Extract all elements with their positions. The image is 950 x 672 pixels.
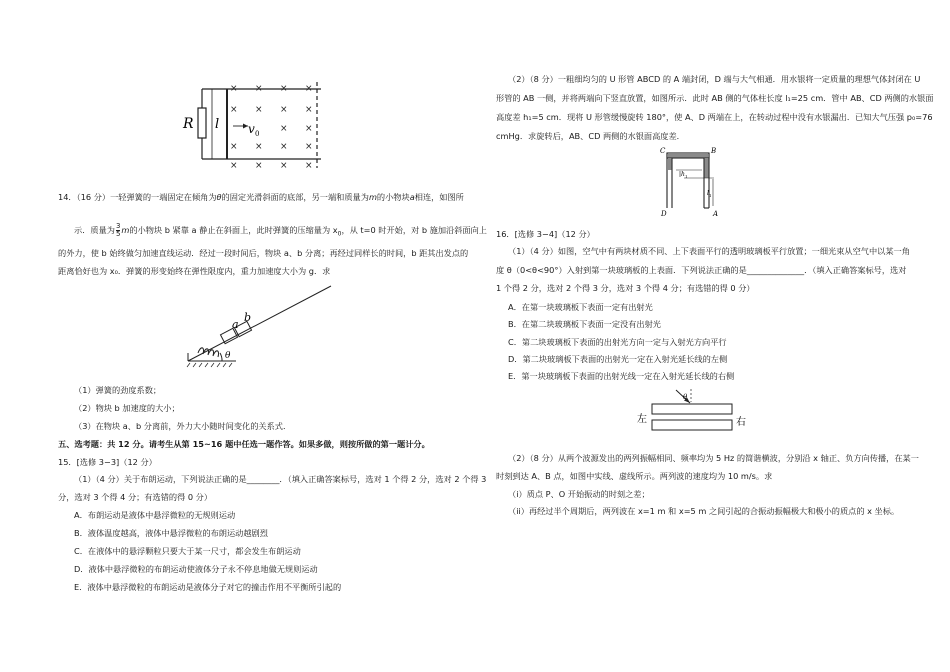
q15-option-a: A．布朗运动是液体中悬浮微粒的无规则运动: [74, 510, 236, 520]
q15-p2-line3: 高度差 h₁=5 cm．现将 U 形管缓慢旋转 180°，使 A、D 两端在上，在转动过程中没有水银漏出．已知大气压强 p₀=76: [496, 112, 933, 122]
label-B: B: [711, 147, 717, 155]
q15-title: 15．[选修 3−3]（12 分）: [58, 457, 157, 467]
block-a-label: a: [232, 318, 239, 331]
q15-p1a: （1）（4 分）关于布朗运动，下列说法正确的是________．（填入正确答案标号，选对 1 个得 2 分，选对 2 个得 3: [74, 474, 487, 484]
svg-text:×: ×: [255, 142, 263, 152]
u-tube-figure: [658, 146, 728, 218]
q16-p1-line1: （1）（4 分）如图，空气中有两块材质不同、上下表面平行的透明玻璃板平行放置；一细光束从空气中以某一角: [508, 246, 910, 256]
q16-title: 16．[选修 3−4]（12 分）: [496, 229, 595, 239]
label-l1-sub: 1: [709, 193, 712, 198]
label-h1: h: [681, 171, 685, 178]
block-b-label: b: [244, 311, 252, 324]
svg-text:×: ×: [280, 161, 288, 171]
svg-text:×: ×: [230, 142, 238, 152]
q15-option-e: E．液体中悬浮微粒的布朗运动是液体分子对它的撞击作用不平衡所引起的: [74, 582, 342, 592]
q15-p2-line4: cmHg．求旋转后，AB、CD 两侧的水银面高度差．: [496, 131, 685, 141]
label-h1-sub: 1: [685, 174, 688, 179]
svg-text:×: ×: [305, 84, 313, 94]
q16-option-c: C．第二块玻璃板下表面的出射光方向一定与入射光方向平行: [508, 337, 727, 347]
svg-text:×: ×: [255, 84, 263, 94]
angle-theta-label: θ: [683, 393, 688, 401]
q16-option-b: B．在第二块玻璃板下表面一定没有出射光: [508, 319, 661, 329]
q16-p1-line3: 1 个得 2 分，选对 2 个得 3 分，选对 3 个得 4 分；有选错的得 0 分）: [496, 283, 755, 293]
svg-text:×: ×: [255, 105, 263, 115]
incline-spring-figure: [186, 283, 336, 369]
q16-option-d: D．第二块玻璃板下表面的出射光一定在入射光延长线的左侧: [508, 354, 728, 364]
velocity-label: v: [248, 122, 255, 136]
q14-line3: 的外力，使 b 始终做匀加速直线运动．经过一段时间后，物块 a、b 分离；再经过同样长的时间，b 距其出发点的: [58, 248, 469, 258]
q14-line4: 距离恰好也为 x₀．弹簧的形变始终在弹性限度内，重力加速度大小为 g．求: [58, 266, 331, 276]
q16-p2-line2: 时刻到达 A、B 点，如图中实线、虚线所示。两列波的速度均为 10 m/s。求: [496, 471, 773, 481]
section5-heading: 五、选考题：共 12 分。请考生从第 15~16 题中任选一题作答。如果多做，则按所做的第一题计分。: [58, 439, 430, 449]
q14-sub2: （2）物块 b 加速度的大小；: [74, 403, 180, 413]
svg-text:×: ×: [305, 142, 313, 152]
svg-text:×: ×: [305, 124, 313, 134]
svg-text:×: ×: [230, 161, 238, 171]
svg-text:×: ×: [280, 105, 288, 115]
svg-text:×: ×: [305, 161, 313, 171]
q15-p2-line1: （2）（8 分）一粗细均匀的 U 形管 ABCD 的 A 端封闭，D 端与大气相通．用水银将一定质量的理想气体封闭在 U: [508, 74, 921, 84]
label-C: C: [660, 147, 666, 155]
q15-option-b: B．液体温度越高，液体中悬浮微粒的布朗运动越剧烈: [74, 528, 268, 538]
label-D: D: [661, 210, 667, 218]
label-A: A: [713, 210, 719, 218]
q14-sub3: （3）在物块 a、b 分离前，外力大小随时间变化的关系式．: [74, 421, 292, 431]
left-label: 左: [637, 414, 647, 425]
right-label: 右: [736, 417, 746, 428]
q14-line2: 示．质量为 $\frac{3}{5}$ m的小物块 b 紧靠 a 静止在斜面上，此时弹簧的压缩量为 $x_0$，从 t=0 时开始，对 b 施加沿斜面向上: [74, 222, 487, 238]
q15-option-c: C．在液体中的悬浮颗粒只要大于某一尺寸，都会发生布朗运动: [74, 546, 301, 556]
glass-plates-figure: [632, 386, 752, 436]
q16-p2-ii: （ii）再经过半个周期后，两列波在 x=1 m 和 x=5 m 之间引起的合振动振幅极大和极小的质点的 x 坐标。: [508, 506, 900, 516]
length-label: l: [215, 117, 220, 132]
q16-p1-line2: 度 θ（0<θ<90°）入射到第一块玻璃板的上表面．下列说法正确的是______________．（填入正确答案标号，选对: [496, 265, 907, 275]
q16-option-a: A．在第一块玻璃板下表面一定有出射光: [508, 302, 653, 312]
svg-text:×: ×: [230, 84, 238, 94]
svg-text:×: ×: [280, 124, 288, 134]
q15-option-d: D．液体中悬浮微粒的布朗运动使液体分子永不停息地做无规则运动: [74, 564, 318, 574]
svg-text:×: ×: [280, 84, 288, 94]
q14-line1: 14．（16 分）一轻弹簧的一端固定在倾角为θ的固定光滑斜面的底部，另一端和质量为m的小物块a相连，如图所: [58, 192, 464, 202]
svg-text:×: ×: [255, 161, 263, 171]
svg-text:×: ×: [230, 105, 238, 115]
q16-p2-i: （i）质点 P、O 开始振动的时刻之差；: [508, 489, 650, 499]
fraction: $\frac{3}{5}$: [115, 222, 121, 238]
resistor-label: R: [183, 116, 194, 132]
svg-text:×: ×: [305, 105, 313, 115]
field-crosses: [230, 84, 313, 171]
svg-text:×: ×: [280, 142, 288, 152]
label-l1: l: [707, 190, 709, 197]
q14-sub1: （1）弹簧的劲度系数；: [74, 385, 162, 395]
q16-p2-line1: （2）（8 分）从两个波源发出的两列振幅相同、频率均为 5 Hz 的简谐横波，分别沿 x 轴正、负方向传播，在某一: [508, 453, 919, 463]
q16-option-e: E．第一块玻璃板下表面的出射光线一定在入射光延长线的右侧: [508, 371, 735, 381]
q15-p2-line2: 形管的 AB 一侧，并将两端向下竖直放置，如图所示．此时 AB 侧的气体柱长度 l₁=25 cm．管中 AB、CD 两侧的水银面: [496, 93, 934, 103]
magnetic-field-figure: [178, 80, 328, 172]
angle-label: θ: [225, 351, 231, 361]
q15-p1b: 分，选对 3 个得 4 分；有选错的得 0 分）: [58, 492, 213, 502]
velocity-subscript: 0: [255, 130, 260, 138]
